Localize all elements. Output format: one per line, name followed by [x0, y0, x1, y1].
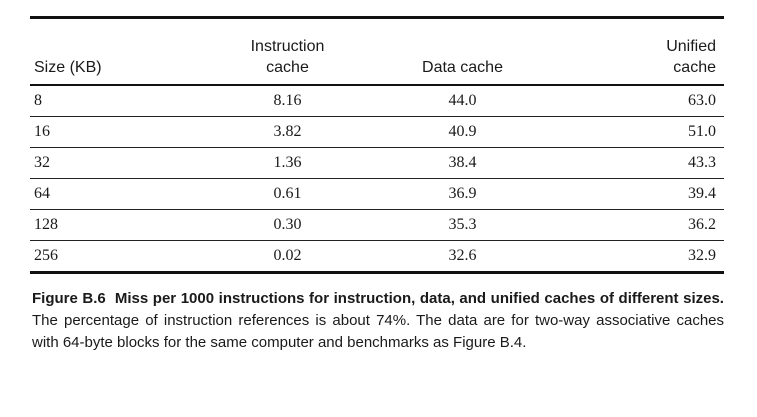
- caption-body: The percentage of instruction references is about 74%. The data are for two-way associative caches with 64-byte blocks for the same computer and benchmarks as Figure B.4.: [32, 312, 724, 351]
- table-row: [30, 179, 724, 210]
- caption-label: Figure B.6: [32, 290, 106, 307]
- table-row: [30, 117, 724, 148]
- miss-rate-table: [30, 19, 724, 274]
- cell-unified: 32.9: [550, 241, 724, 273]
- cell-size: 128: [30, 210, 200, 241]
- cell-size: 32: [30, 148, 200, 179]
- cell-instruction: 3.82: [200, 117, 375, 148]
- cell-size: 64: [30, 179, 200, 210]
- cell-data: 44.0: [375, 85, 550, 117]
- cell-data: 40.9: [375, 117, 550, 148]
- cell-instruction: 0.02: [200, 241, 375, 273]
- cell-unified: 39.4: [550, 179, 724, 210]
- caption-title: Miss per 1000 instructions for instruction, data, and unified caches of different sizes.: [114, 290, 724, 307]
- figure-caption: [30, 288, 724, 354]
- table-row: [30, 85, 724, 117]
- header-data-cache: Data cache: [422, 59, 503, 76]
- cell-instruction: 1.36: [200, 148, 375, 179]
- cell-instruction: 0.61: [200, 179, 375, 210]
- cell-instruction: 8.16: [200, 85, 375, 117]
- figure: [30, 16, 724, 369]
- cell-unified: 36.2: [550, 210, 724, 241]
- table-row: [30, 148, 724, 179]
- cell-data: 35.3: [375, 210, 550, 241]
- cell-instruction: 0.30: [200, 210, 375, 241]
- cell-size: 16: [30, 117, 200, 148]
- cell-unified: 63.0: [550, 85, 724, 117]
- header-size: Size (KB): [34, 59, 102, 76]
- header-unified-cache: Unified cache: [666, 38, 716, 76]
- table-row: [30, 210, 724, 241]
- cell-data: 36.9: [375, 179, 550, 210]
- cell-data: 38.4: [375, 148, 550, 179]
- cell-unified: 43.3: [550, 148, 724, 179]
- cell-size: 256: [30, 241, 200, 273]
- header-instruction-cache: Instruction cache: [250, 38, 325, 76]
- cell-unified: 51.0: [550, 117, 724, 148]
- cell-data: 32.6: [375, 241, 550, 273]
- table-row: [30, 241, 724, 273]
- cell-size: 8: [30, 85, 200, 117]
- header-row: [30, 19, 724, 85]
